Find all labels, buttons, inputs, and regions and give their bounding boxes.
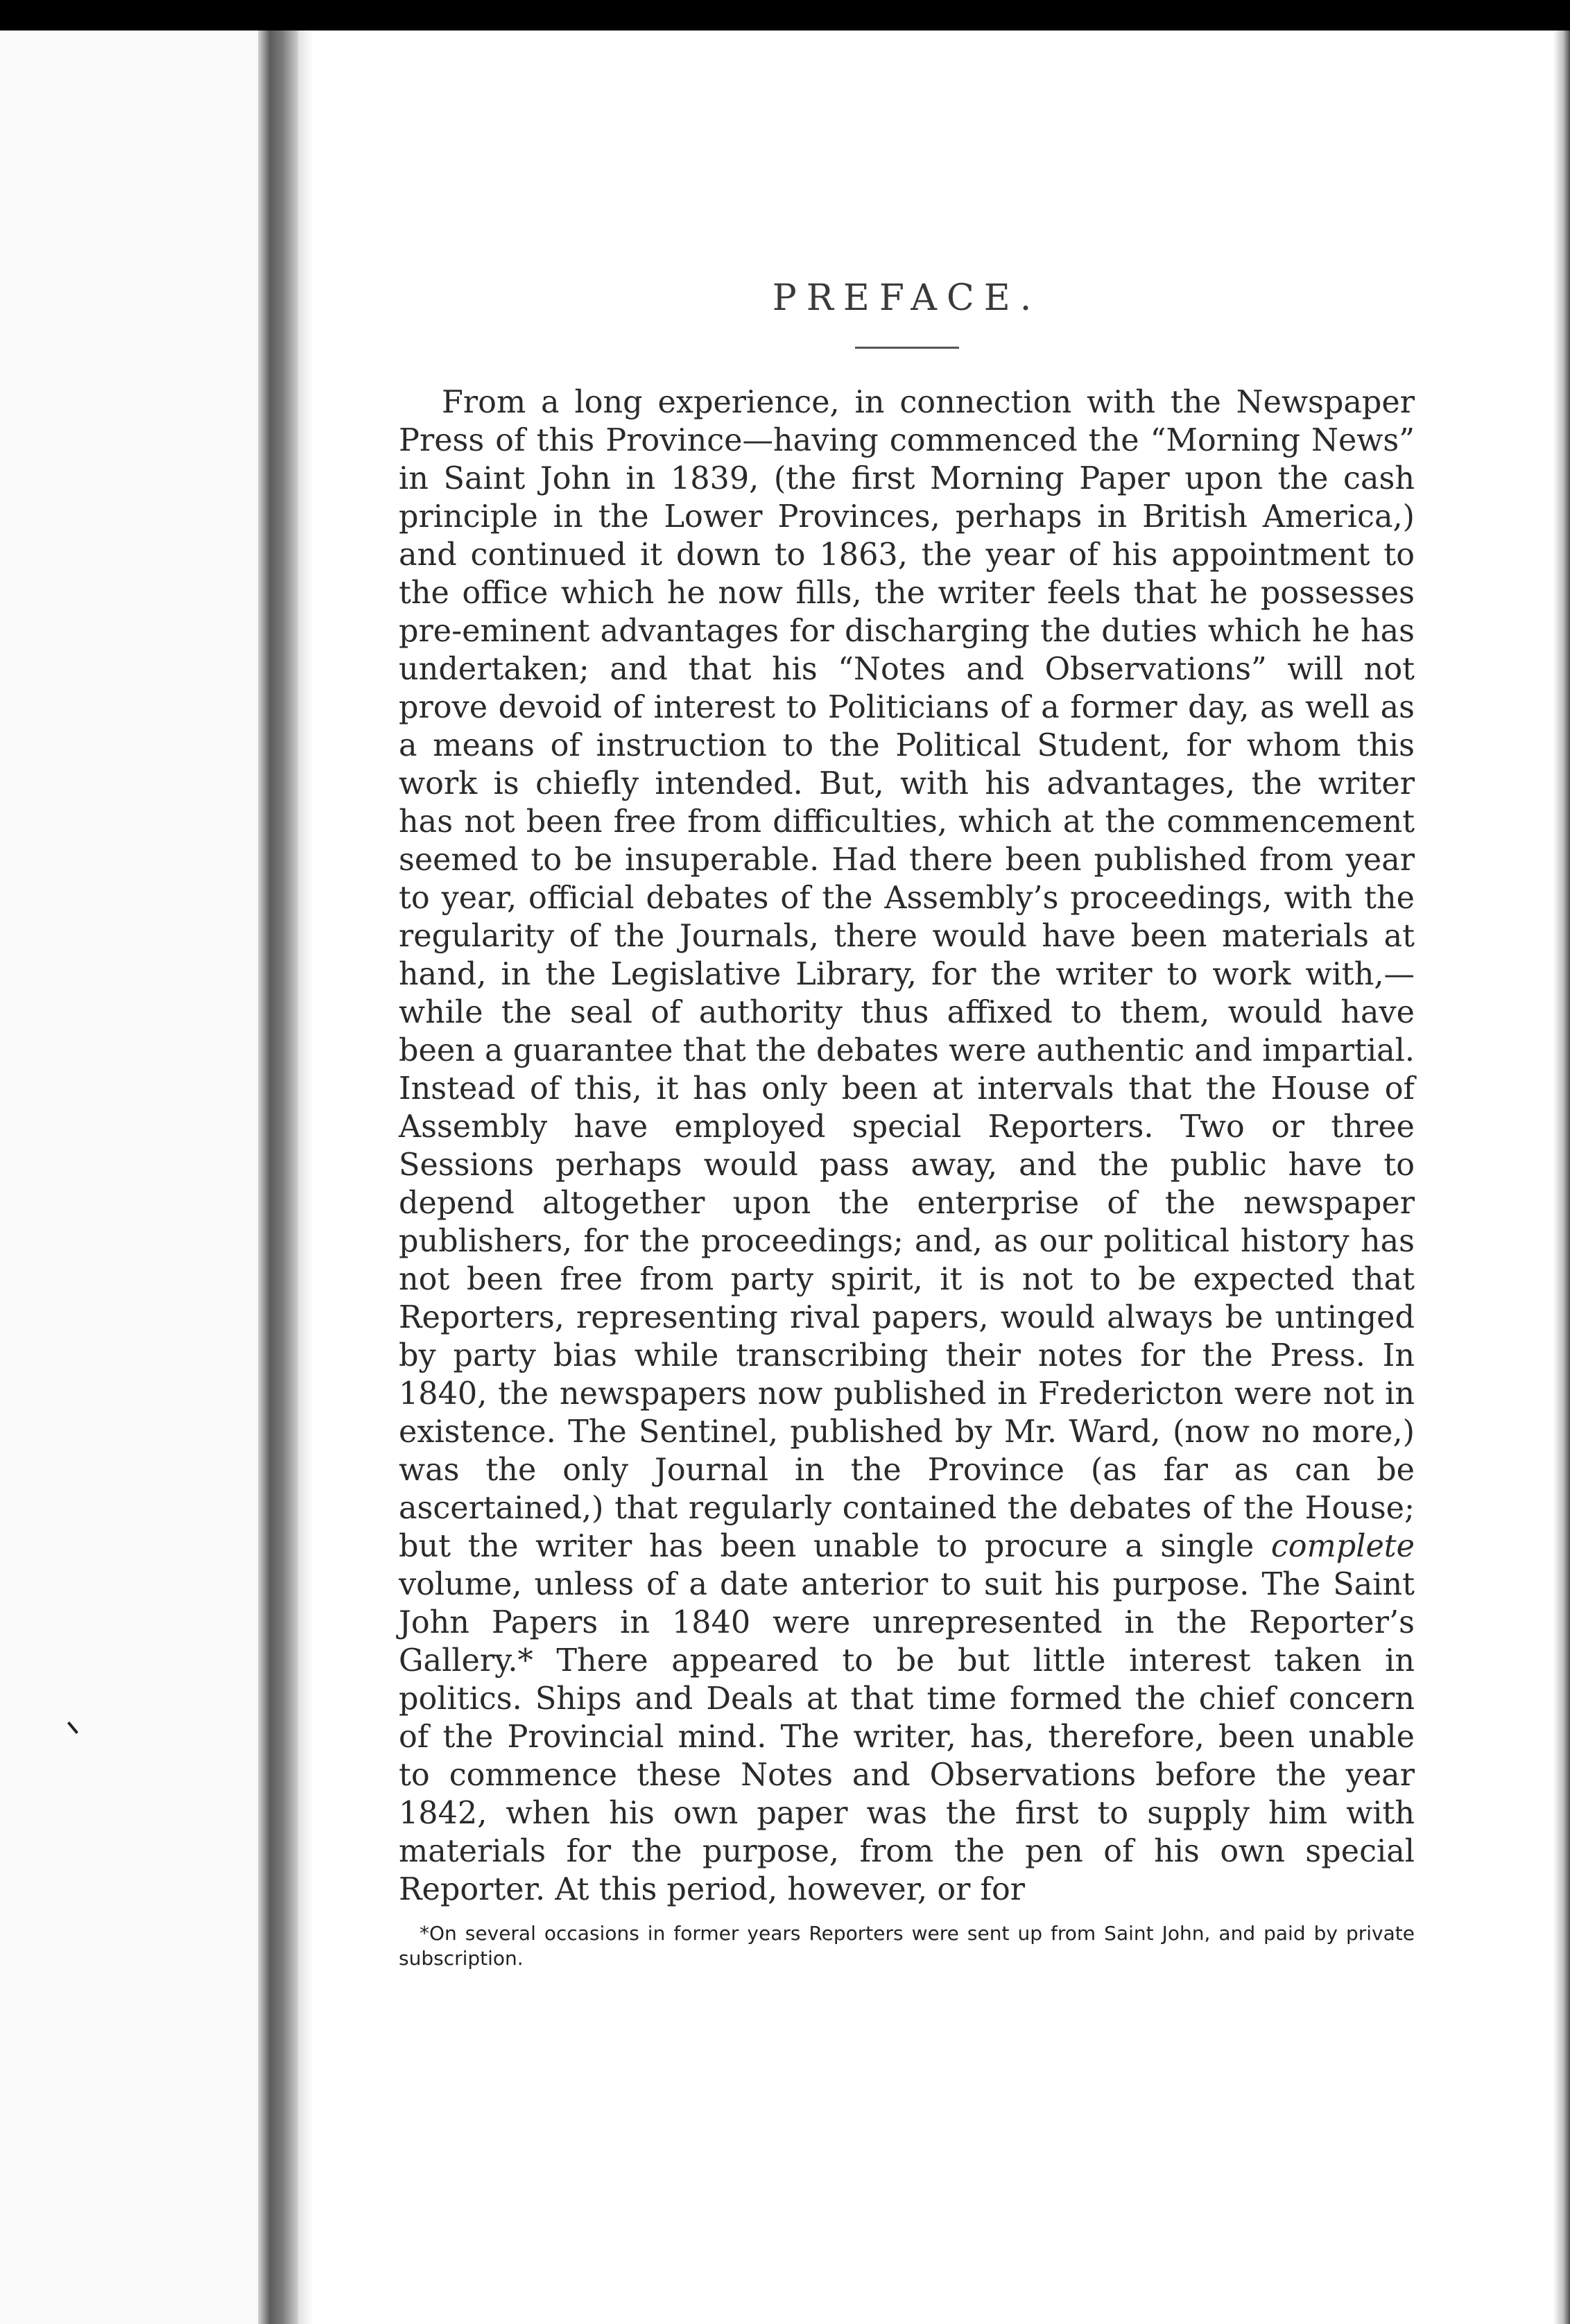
preface-body bbox=[399, 383, 1415, 1909]
page-edge-shadow bbox=[1553, 31, 1570, 2324]
book-gutter-shadow bbox=[258, 31, 298, 2324]
book-gutter-fold bbox=[298, 31, 313, 2324]
footnote: *On several occasions in former years Reporters were sent up from Saint John, and paid by private subscription. bbox=[399, 1922, 1415, 1970]
page-title: PREFACE. bbox=[772, 277, 1042, 319]
scan-top-border bbox=[0, 0, 1570, 31]
body-italic-word: complete bbox=[1270, 1529, 1415, 1564]
body-text-part-1: From a long experience, in connection with the Newspaper Press of this Province—having commenced the “Morning News” in Saint John in 1839, (the first Morning Paper upon the cash principle in the Lower Provinces, perhaps in British America,) and continued it down to 1863, the year of his appointment to the office which he now fills, the writer feels that he possesses pre-eminent advantages for discharging the duties which he has undertaken; and that his “Notes and Observations” will not prove devoid of interest to Politicians of a former day, as well as a means of instruction to the Political Student, for whom this work is chiefly intended. But, with his advantages, the writer has not been free from difficulties, which at the commencement seemed to be insuperable. Had there been published from year to year, official debates of the Assembly’s proceedings, with the regularity of the Journals, there would have been materials at hand, in the Legislative Library, for the writer to work with,—while the seal of authority thus affixed to them, would have been a guarantee that the debates were authentic and impartial. Instead of this, it has only been at intervals that the House of Assembly have employed special Reporters. Two or three Sessions perhaps would pass away, and the public have to depend altogether upon the enterprise of the newspaper publishers, for the proceedings; and, as our political history has not been free from party spirit, it is not to be expected that Reporters, representing rival papers, would always be untinged by party bias while transcribing their notes for the Press. In 1840, the newspapers now published in Fredericton were not in existence. The Sentinel, published by Mr. Ward, (now no more,) was the only Journal in the Province (as far as can be ascertained,) that regularly contained the debates of the House; but the writer has been unable to procure a single bbox=[399, 385, 1415, 1564]
facing-page-blank bbox=[0, 31, 264, 2324]
title-rule bbox=[855, 347, 959, 349]
body-text-part-2: volume, unless of a date anterior to suit his purpose. The Saint John Papers in 1840 were unrepresented in the Reporter’s Gallery.* There appeared to be but little interest taken in politics. Ships and Deals at that time formed the chief concern of the Provincial mind. The writer, has, therefore, been unable to commence these Notes and Observations before the year 1842, when his own paper was the first to supply him with materials for the purpose, from the pen of his own special Reporter. At this period, however, or for bbox=[399, 1567, 1415, 1907]
preface-page bbox=[399, 277, 1415, 1991]
